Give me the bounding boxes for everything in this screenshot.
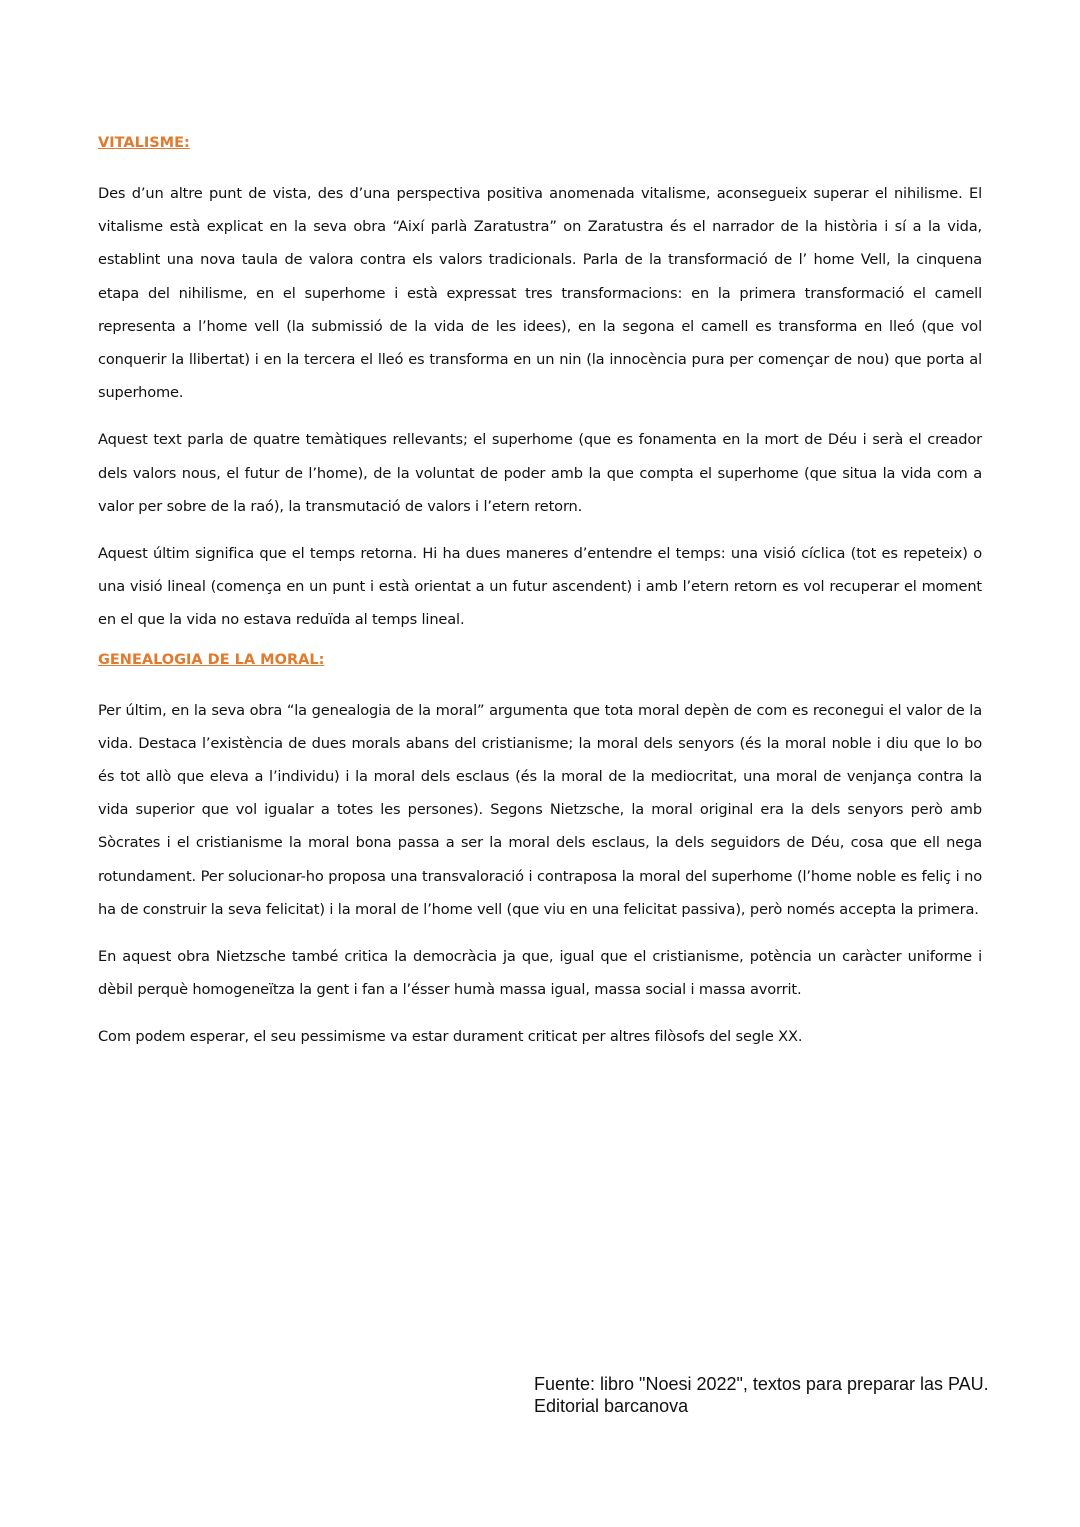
source-line-2: Editorial barcanova [534,1396,689,1416]
paragraph-genealogia-1: Per últim, en la seva obra “la genealogia de la moral” argumenta que tota moral depèn de com es reconegui el valor de la vida. Destaca l’existència de dues morals abans del cristianisme; la moral dels senyors (és la moral noble i diu que lo bo és tot allò que eleva a l’individu) i la moral dels esclaus (és la moral de la mediocritat, una moral de venjança contra la vida superior que vol igualar a totes les persones). Segons Nietzsche, la moral original era la dels senyors però amb Sòcrates i el cristianisme la moral bona passa a ser la moral dels esclaus, la dels seguidors de Déu, cosa que ell nega rotundament. Per solucionar-ho proposa una transvaloració i contraposa la moral del superhome (l’home noble es feliç i no ha de construir la seva felicitat) i la moral de l’home vell (que viu en una felicitat passiva), però només accepta la primera. [98,701,982,918]
paragraph-vitalisme-1: Des d’un altre punt de vista, des d’una perspectiva positiva anomenada vitalisme, aconsegueix superar el nihilisme. El vitalisme està explicat en la seva obra “Així parlà Zaratustra” on Zaratustra és el narrador de la història i sí a la vida, establint una nova taula de valora contra els valors tradicionals. Parla de la transformació de l’ home Vell, la cinquena etapa del nihilisme, en el superhome i està expressat tres transformacions: en la primera transformació el camell representa a l’home vell (la submissió de la vida de les idees), en la segona el camell es transforma en lleó (que vol conquerir la llibertat) i en la tercera el lleó es transforma en un nin (la innocència pura per començar de nou) que porta al superhome. [98,185,982,402]
paragraph-vitalisme-3: Aquest últim significa que el temps retorna. Hi ha dues maneres d’entendre el temps: una visió cíclica (tot es repeteix) o una visió lineal (comença en un punt i està orientat a un futur ascendent) i amb l’etern retorn es vol recuperar el moment en el que la vida no estava reduïda al temps lineal. [98,545,982,629]
source-line-1: Fuente: libro "Noesi 2022", textos para preparar las PAU. [534,1374,989,1394]
paragraph-genealogia-2: En aquest obra Nietzsche també critica la democràcia ja que, igual que el cristianisme, potència un caràcter uniforme i dèbil perquè homogeneïtza la gent i fan a l’ésser humà massa igual, massa social i massa avorrit. [98,948,982,999]
source-citation [534,1373,1054,1417]
paragraph-vitalisme-2: Aquest text parla de quatre temàtiques rellevants; el superhome (que es fonamenta en la mort de Déu i serà el creador dels valors nous, el futur de l’home), de la voluntat de poder amb la que compta el superhome (que situa la vida com a valor per sobre de la raó), la transmutació de valors i l’etern retorn. [98,431,982,515]
document-body [98,130,982,1068]
paragraph-genealogia-3: Com podem esperar, el seu pessimisme va estar durament criticat per altres filòsofs del segle XX. [98,1028,803,1046]
section-heading-vitalisme: VITALISME: [98,135,190,151]
section-heading-genealogia: GENEALOGIA DE LA MORAL: [98,651,325,668]
